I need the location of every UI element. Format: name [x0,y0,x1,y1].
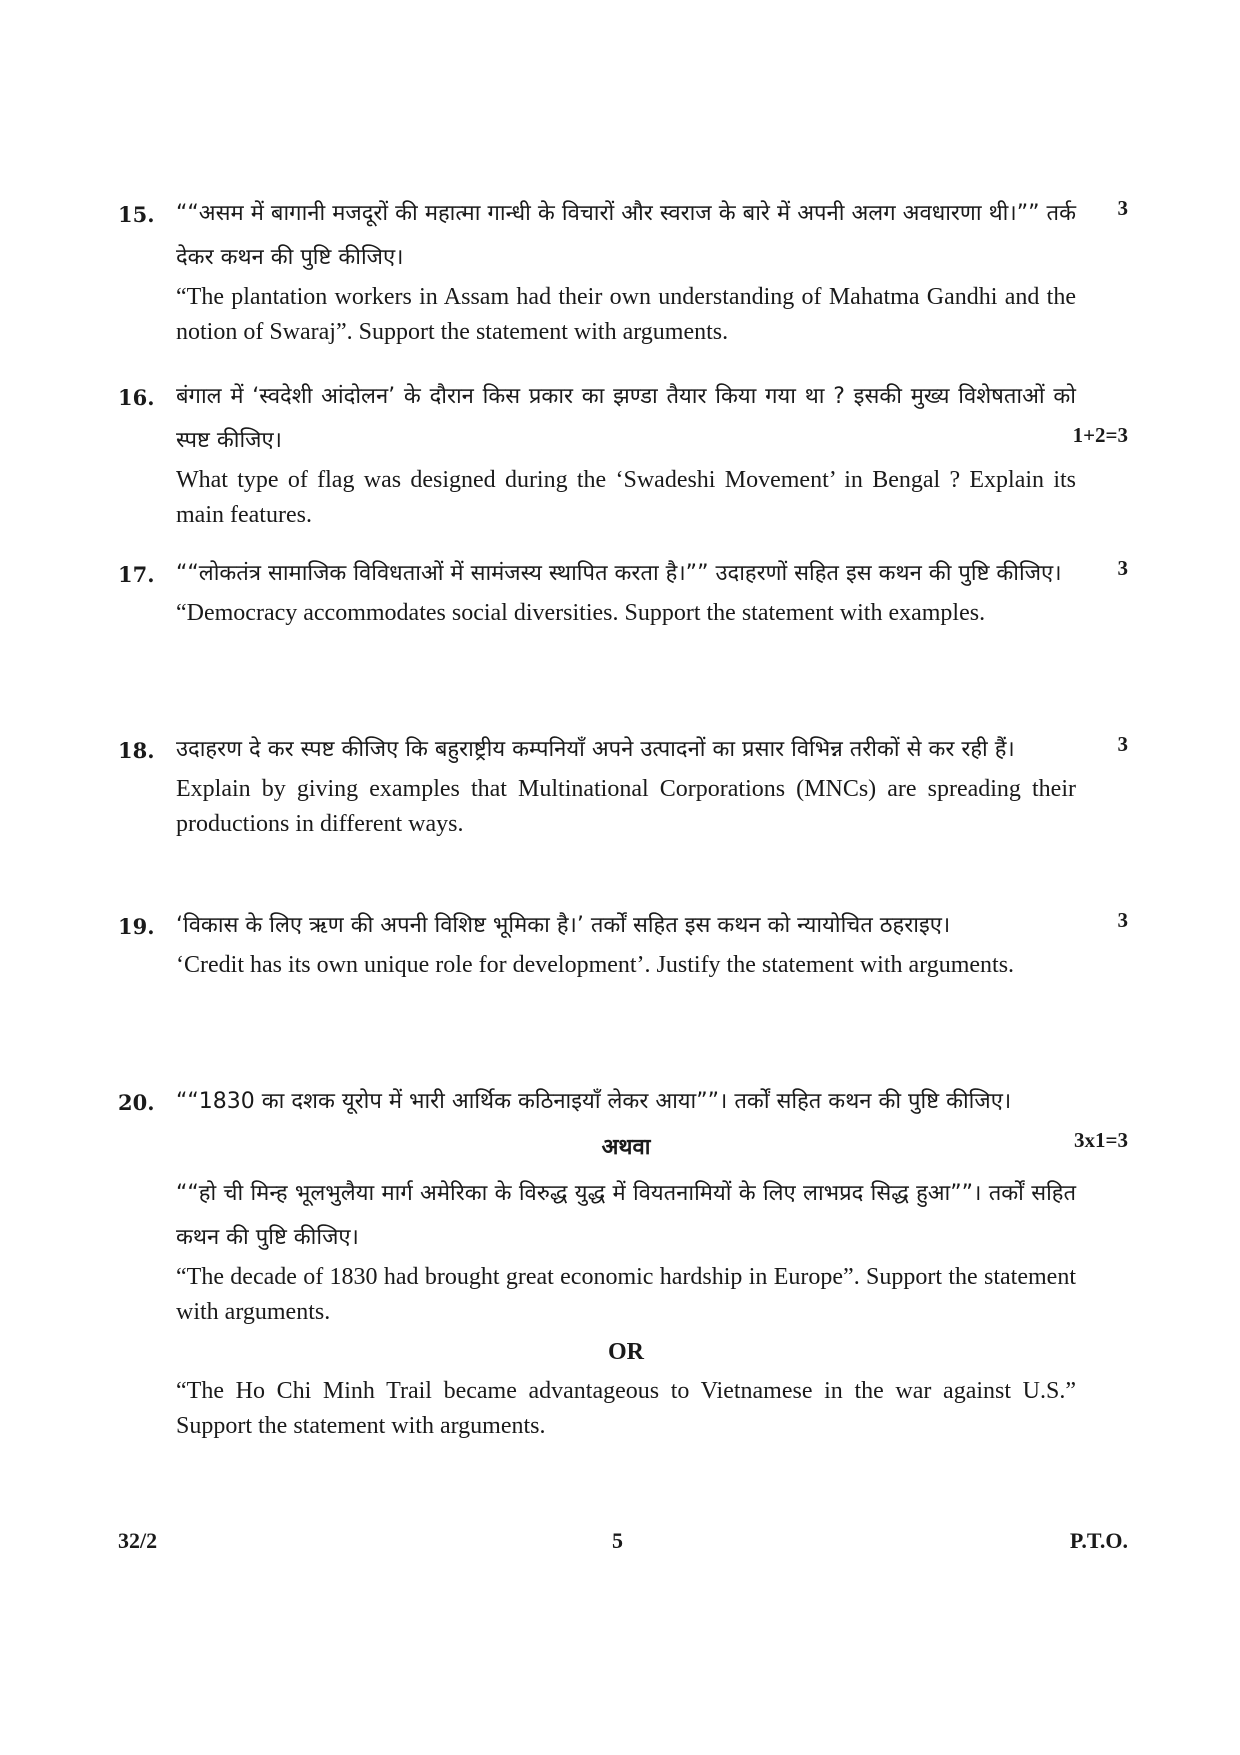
question-number: 20. [118,1090,155,1115]
page-number: 5 [612,1528,623,1553]
question-text-english: Explain by giving examples that Multinational Corporations (MNCs) are spreading their productions in different ways. [176,776,1076,837]
question-body [176,728,1076,842]
question-number: 16. [118,385,155,410]
question-body [176,375,1076,533]
question-body [176,904,1076,983]
question-text-english: What type of flag was designed during the ‘Swadeshi Movement’ in Bengal ? Explain its main features. [176,467,1076,528]
question-alt-text-hindi: ““हो ची मिन्ह भूलभुलैया मार्ग अमेरिका के विरुद्ध युद्ध में वियतनामियों के लिए लाभप्रद सिद्ध हुआ””। तर्कों सहित कथन की पुष्टि कीजिए। [176,1181,1076,1250]
pto-label: P.T.O. [1069,1528,1128,1553]
question-text-hindi: उदाहरण दे कर स्पष्ट कीजिए कि बहुराष्ट्रीय कम्पनियाँ अपने उत्पादनों का प्रसार विभिन्न तरीकों से कर रही हैं। [176,737,1015,762]
question-text-english: “The decade of 1830 had brought great economic hardship in Europe”. Support the statement with arguments. [176,1264,1076,1325]
question-text-hindi: बंगाल में ‘स्वदेशी आंदोलन’ के दौरान किस प्रकार का झण्डा तैयार किया गया था ? इसकी मुख्य विशेषताओं को स्पष्ट कीजिए। [176,384,1076,453]
question-number: 19. [118,914,155,939]
question-text-hindi: ““1830 का दशक यूरोप में भारी आर्थिक कठिनाइयाँ लेकर आया””। तर्कों सहित कथन की पुष्टि कीजिए। [176,1089,1012,1114]
or-label-english: OR [608,1339,644,1365]
question-number: 15. [118,202,155,227]
question-text-english: ‘Credit has its own unique role for development’. Justify the statement with arguments. [176,952,1015,978]
question-marks: 1+2=3 [1072,423,1128,447]
question-marks: 3x1=3 [1074,1128,1128,1152]
question-marks: 3 [1117,908,1128,932]
or-label-hindi: अथवा [601,1135,651,1160]
question-marks: 3 [1117,732,1128,756]
paper-code: 32/2 [118,1528,158,1553]
question-marks: 3 [1117,556,1128,580]
question-marks: 3 [1117,196,1128,220]
question-text-english: “Democracy accommodates social diversities. Support the statement with examples. [176,600,986,626]
question-text-hindi: ““लोकतंत्र सामाजिक विविधताओं में सामंजस्य स्थापित करता है।”” उदाहरणों सहित इस कथन की पुष्टि कीजिए। [176,561,1062,586]
question-text-hindi: ““असम में बागानी मजदूरों की महात्मा गान्धी के विचारों और स्वराज के बारे में अपनी अलग अवधारणा थी।”” तर्क देकर कथन की पुष्टि कीजिए। [176,201,1076,270]
question-text-hindi: ‘विकास के लिए ऋण की अपनी विशिष्ट भूमिका है।’ तर्कों सहित इस कथन को न्यायोचित ठहराइए। [176,913,951,938]
question-number: 17. [118,562,155,587]
question-body [176,192,1076,350]
question-text-english: “The plantation workers in Assam had their own understanding of Mahatma Gandhi and the notion of Swaraj”. Support the statement with arguments. [176,284,1076,345]
question-body [176,1080,1076,1444]
question-number: 18. [118,738,155,763]
question-body [176,552,1076,631]
question-alt-text-english: “The Ho Chi Minh Trail became advantageous to Vietnamese in the war against U.S.” Support the statement with arguments. [176,1378,1076,1439]
